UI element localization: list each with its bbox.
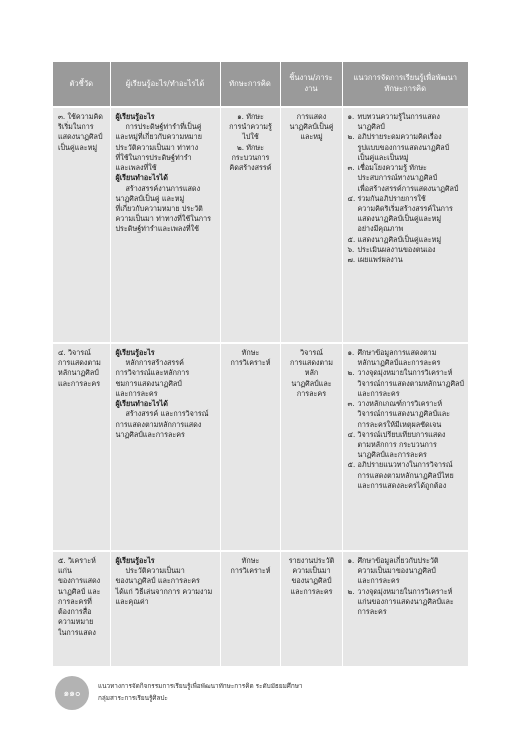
footer-subtitle: กลุ่มสาระการเรียนรู้ศิลปะ [98, 694, 168, 703]
activity-number: ๑. [347, 112, 355, 121]
activity-line [348, 184, 465, 194]
activity-line [348, 556, 465, 566]
work-task-cell [280, 107, 342, 343]
footer-text [98, 680, 303, 704]
cell-text-line: สร้างสรรค์ และการวิจารณ์ [125, 409, 209, 419]
activity-text: ร่วมกันอภิปรายการใช้ [357, 193, 426, 203]
cell-text-line: และการละคร [58, 378, 101, 388]
cell-text-line: กระบวนการ [231, 152, 270, 162]
cell-text-line: การแสดงตามหลัก [290, 358, 333, 378]
cell-text-line: ได้แก่ วิธีเล่นจากการ ความงาม [115, 586, 213, 596]
activity-text: เชื่อมโยงความรู้ ทักษะ [357, 163, 427, 173]
activity-text: และการแสดงละครได้ถูกต้อง [357, 480, 447, 490]
activity-text: วางจุดมุ่งหมายในการวิเคราะห์ [357, 368, 453, 378]
activity-text: เพื่อสร้างสรรค์การแสดงนาฏศิลป์ [357, 183, 459, 193]
activity-text: วางหลักเกณฑ์การวิเคราะห์ [357, 399, 443, 409]
activity-number: ๔. [347, 429, 356, 439]
indicator-cell [53, 107, 110, 343]
activity-line [348, 143, 465, 153]
activities-cell [342, 551, 468, 666]
cell-text-line: ๓. ใช้ความคิด [58, 112, 103, 121]
cell-text-line: หลักนาฏศิลป์ [58, 368, 99, 378]
header-thinking-skill: ทักษะการคิด [220, 62, 280, 107]
activity-line [348, 214, 465, 224]
cell-text-line: ของการแสดง [58, 576, 101, 586]
activity-text: ความคิดริเริ่มสร้างสรรค์ในการ [357, 203, 453, 213]
curriculum-table [53, 62, 468, 666]
header-activities: แนวการจัดการเรียนรู้เพื่อพัฒนาทักษะการคิด [342, 62, 468, 107]
activity-number: ๓. [347, 399, 355, 409]
thinking-skill-cell [220, 551, 280, 666]
activity-line [348, 348, 465, 358]
activity-text: นาฏศิลป์และการละคร [357, 450, 427, 460]
activity-line [348, 235, 465, 245]
cell-text-line: และหมู่ที่เกี่ยวกับความหมาย [115, 132, 202, 142]
table-body [53, 107, 468, 666]
activity-number: ๓. [347, 163, 355, 173]
activity-text: ทบทวนความรู้ในการแสดง [357, 112, 440, 121]
activity-text: หลักนาฏศิลป์และการละคร [357, 358, 441, 368]
activity-line [348, 112, 465, 122]
activity-number: ๔. [347, 193, 356, 203]
activity-text: แสดงนาฏศิลป์เป็นคู่และหมู่ [357, 234, 442, 244]
indicator-cell [53, 551, 110, 666]
learning-cell [110, 343, 220, 551]
cell-text-line: นาฏศิลป์เป็นคู่ และหมู่ [115, 193, 185, 203]
activity-line [348, 450, 465, 460]
activity-text: ตามหลักการ กระบวนการ [357, 439, 437, 449]
activity-text: ศึกษาข้อมูลเกี่ยวกับประวัติ [357, 556, 439, 565]
cell-text-line: ชมการแสดงนาฏศิลป์ [115, 378, 182, 388]
cell-text-line: ไปใช้ [242, 132, 259, 142]
activity-text: รูปแบบของการแสดงนาฏศิลป์ [357, 142, 450, 152]
cell-text-line: ประดิษฐ์ท่ารำและเพลงที่ใช้ [115, 224, 199, 234]
indicator-cell [53, 343, 110, 551]
cell-text-line: การแสดงตาม [58, 358, 101, 368]
cell-text-line: การประดิษฐ์ท่ารำที่เป็นคู่ [125, 122, 202, 132]
activity-text: การแสดงตามหลักนาฏศิลป์ไทย [357, 470, 454, 480]
activity-line [348, 576, 465, 586]
activity-text: วิจารณ์การแสดงตามหลักนาฏศิลป์ [357, 378, 464, 388]
cell-text-line: ความเป็นมา ท่าทางที่ใช้ในการ [115, 214, 211, 224]
header-indicator: ตัวชี้วัด [53, 62, 110, 107]
cell-text-line: การละคร [296, 388, 327, 398]
cell-text-line: ที่ใช้ในการประดิษฐ์ท่ารำ [115, 152, 192, 162]
cell-text-line: เป็นคู่และหมู่ [58, 142, 98, 152]
learning-cell [110, 551, 220, 666]
cell-text-line: ผู้เรียนทำอะไรได้ [115, 399, 168, 409]
activity-line [348, 607, 465, 617]
activities-cell [342, 107, 468, 343]
activity-line [348, 194, 465, 204]
cell-text-line: ในการแสดง [58, 627, 96, 637]
activity-number: ๒. [347, 132, 355, 142]
cell-text-line: การแสดง [296, 112, 327, 121]
cell-text-line: ผู้เรียนทำอะไรได้ [115, 173, 168, 183]
cell-text-line: นาฏศิลป์เป็นคู่ [289, 122, 334, 132]
footer-title: แนวทางการจัดกิจกรรมการเรียนรู้เพื่อพัฒนาทักษะการคิด ระดับมัธยมศึกษา [98, 682, 303, 690]
cell-text-line: ทักษะ [241, 348, 260, 357]
cell-text-line: และหมู่ [300, 132, 323, 142]
cell-text-line: การแสดงตามหลักการแสดง [115, 419, 202, 429]
table-header-row [53, 62, 468, 107]
activity-line [348, 358, 465, 368]
activity-text: การละคร [357, 607, 387, 617]
activity-line [348, 163, 465, 173]
activity-line [348, 204, 465, 214]
cell-text-line: ริเริ่มในการ [58, 122, 94, 132]
activity-text: เป็นคู่และเป็นหมู่ [357, 152, 409, 162]
activity-line [348, 122, 465, 132]
cell-text-line: การวิจารณ์และหลักการ [115, 368, 190, 378]
activity-line [348, 389, 465, 399]
activity-line [348, 153, 465, 163]
activity-text: แก่นของการแสดงนาฏศิลป์และ [357, 596, 454, 606]
activity-line [348, 597, 465, 607]
activity-line [348, 379, 465, 389]
activity-line [348, 224, 465, 234]
cell-text-line: ๕. วิเคราะห์แก่น [58, 556, 96, 576]
cell-text-line: ๔. วิจารณ์ [58, 348, 91, 357]
activity-text: อย่างมีคุณภาพ [357, 224, 404, 234]
cell-text-line: การนำความรู้ [229, 122, 272, 132]
cell-text-line: คิดสร้างสรรค์ [229, 163, 272, 173]
cell-text-line: ผู้เรียนรู้อะไร [115, 556, 155, 565]
activity-text: อภิปรายแนวทางในการวิจารณ์ [357, 460, 453, 470]
page-number-badge [55, 676, 89, 710]
activity-text: อภิปรายระดมความคิดเรื่อง [357, 132, 442, 142]
table-row [53, 107, 468, 343]
activity-text: วิจารณ์การแสดงนาฏศิลป์และ [357, 409, 450, 419]
activity-line [348, 255, 465, 265]
activity-line [348, 430, 465, 440]
cell-text-line: และเพลงที่ใช้ [115, 163, 157, 173]
activity-line [348, 420, 465, 430]
activity-text: ความเป็นมาของนาฏศิลป์ [357, 566, 436, 576]
activity-line [348, 173, 465, 183]
activity-number: ๗. [347, 255, 356, 265]
cell-text-line: ความหมาย [58, 617, 94, 627]
activity-number: ๖. [347, 244, 355, 254]
activity-line [348, 368, 465, 378]
activity-line [348, 440, 465, 450]
cell-text-line: วิจารณ์ [300, 348, 323, 357]
header-learning: ผู้เรียนรู้อะไร/ทำอะไรได้ [110, 62, 220, 107]
activities-cell [342, 343, 468, 551]
activity-line [348, 399, 465, 409]
cell-text-line: ที่เกี่ยวกับความหมาย ประวัติ [115, 203, 203, 213]
activity-number: ๕. [347, 234, 356, 244]
cell-text-line: ประวัติความเป็นมา [125, 566, 185, 576]
activity-number: ๑. [347, 556, 355, 565]
cell-text-line: หลักการสร้างสรรค์ [125, 358, 184, 368]
activity-text: ศึกษาข้อมูลการแสดงตาม [357, 348, 437, 357]
cell-text-line: แสดงนาฏศิลป์ [58, 132, 103, 142]
cell-text-line: การละครที่ [58, 596, 92, 606]
activity-number: ๒. [347, 586, 355, 596]
activity-text: วิจารณ์เปรียบเทียบการแสดง [357, 429, 446, 439]
work-task-cell [280, 343, 342, 551]
activity-number: ๑. [347, 348, 355, 357]
cell-text-line: การวิเคราะห์ [230, 566, 271, 576]
cell-text-line: และการละคร [290, 586, 333, 596]
page-number: ๑๑๐ [63, 689, 81, 699]
cell-text-line: และการละคร [115, 388, 158, 398]
thinking-skill-cell [220, 107, 280, 343]
learning-cell [110, 107, 220, 343]
activity-number: ๒. [347, 368, 355, 378]
table-row [53, 343, 468, 551]
activity-text: และการละคร [357, 388, 400, 398]
table-row [53, 551, 468, 666]
cell-text-line: ผู้เรียนรู้อะไร [115, 348, 155, 357]
cell-text-line: และคุณค่า [115, 596, 149, 606]
cell-text-line: นาฏศิลป์และการละคร [115, 429, 185, 439]
cell-text-line: ๑. ทักษะ [237, 112, 264, 121]
cell-text-line: สร้างสรรค์งานการแสดง [125, 183, 201, 193]
activity-text: เผยแพร่ผลงาน [357, 255, 403, 265]
activity-text: วางจุดมุ่งหมายในการวิเคราะห์ [357, 586, 453, 596]
activity-text: แสดงนาฏศิลป์เป็นคู่และหมู่ [357, 214, 442, 224]
cell-text-line: ทักษะ [241, 556, 260, 565]
activity-line [348, 566, 465, 576]
cell-text-line: ความเป็นมา [292, 566, 331, 576]
activity-line [348, 587, 465, 597]
cell-text-line: ๒. ทักษะ [237, 142, 264, 152]
work-task-cell [280, 551, 342, 666]
cell-text-line: ผู้เรียนรู้อะไร [115, 112, 155, 121]
activity-text: การละครให้มีเหตุผลชัดเจน [357, 419, 442, 429]
activity-text: นาฏศิลป์ [357, 122, 385, 132]
cell-text-line: รายงานประวัติ [288, 556, 335, 565]
activity-text: และการละคร [357, 576, 400, 586]
activity-line [348, 409, 465, 419]
thinking-skill-cell [220, 343, 280, 551]
activity-line [348, 132, 465, 142]
cell-text-line: ของนาฏศิลป์ [291, 576, 332, 586]
activity-line [348, 460, 465, 470]
activity-line [348, 481, 465, 491]
activity-line [348, 245, 465, 255]
activity-line [348, 471, 465, 481]
cell-text-line: นาฏศิลป์ และ [58, 586, 101, 596]
cell-text-line: ต้องการสื่อ [58, 607, 92, 617]
cell-text-line: ของนาฏศิลป์ และการละคร [115, 576, 200, 586]
header-work-task: ชิ้นงาน/ภาระงาน [280, 62, 342, 107]
cell-text-line: ประวัติความเป็นมา ท่าทาง [115, 142, 199, 152]
activity-text: ประสบการณ์ทางนาฏศิลป์ [357, 173, 438, 183]
cell-text-line: นาฏศิลป์และ [291, 378, 332, 388]
activity-text: ประเมินผลงานของตนเอง [357, 244, 436, 254]
cell-text-line: การวิเคราะห์ [230, 358, 271, 368]
activity-number: ๕. [347, 460, 356, 470]
